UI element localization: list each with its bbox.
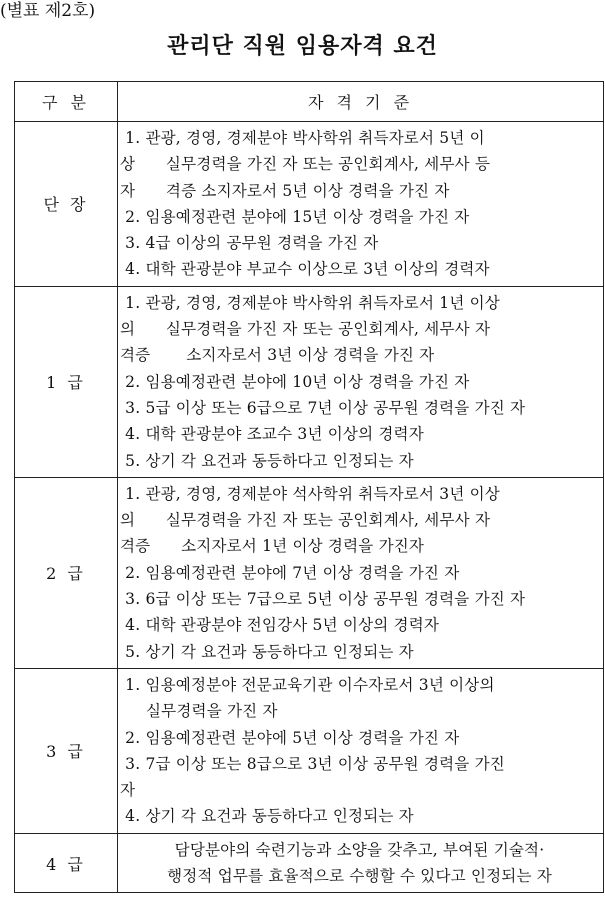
criteria-line: 담당분야의 숙련기능과 소양을 갖추고, 부여된 기술적· <box>174 840 545 859</box>
row-category: 1 급 <box>15 286 118 477</box>
criteria-line: 1. 관광, 경영, 경제분야 석사학위 취득자로서 3년 이상 <box>120 484 500 503</box>
criteria-line: 2. 임용예정관련 분야에 7년 이상 경력을 가진 자 <box>120 563 460 582</box>
criteria-line: 2. 임용예정관련 분야에 15년 이상 경력을 가진 자 <box>120 207 470 226</box>
table-row <box>15 477 604 668</box>
criteria-line: 1. 관광, 경영, 경제분야 박사학위 취득자로서 1년 이상 <box>120 293 500 312</box>
row-criteria <box>118 668 604 833</box>
criteria-line: 5. 상기 각 요건과 동등하다고 인정되는 자 <box>120 451 414 470</box>
row-criteria <box>118 833 604 893</box>
criteria-line: 격증 소지자로서 3년 이상 경력을 가진 자 <box>120 346 435 365</box>
criteria-line: 3. 5급 이상 또는 6급으로 7년 이상 공무원 경력을 가진 자 <box>120 398 526 417</box>
header-criteria: 자 격 기 준 <box>118 82 604 122</box>
criteria-line: 실무경력을 가진 자 <box>146 702 278 721</box>
criteria-line: 3. 4급 이상의 공무원 경력을 가진 자 <box>120 234 379 253</box>
criteria-line: 의 실무경력을 가진 자 또는 공인회계사, 세무사 자 <box>120 320 491 339</box>
criteria-line: 자 <box>120 781 136 800</box>
annex-label: (별표 제2호) <box>0 1 96 21</box>
criteria-line: 1. 관광, 경영, 경제분야 박사학위 취득자로서 5년 이 <box>120 129 485 147</box>
criteria-line: 행정적 업무를 효율적으로 수행할 수 있다고 인정되는 자 <box>167 867 552 886</box>
row-category: 2 급 <box>15 477 118 668</box>
criteria-line: 5. 상기 각 요건과 동등하다고 인정되는 자 <box>120 642 414 661</box>
criteria-line: 4. 대학 관광분야 조교수 3년 이상의 경력자 <box>120 425 424 444</box>
criteria-line: 2. 임용예정관련 분야에 10년 이상 경력을 가진 자 <box>120 372 470 391</box>
table-row <box>15 833 604 893</box>
row-category: 4 급 <box>15 833 118 893</box>
criteria-line: 3. 7급 이상 또는 8급으로 3년 이상 공무원 경력을 가진 <box>120 754 505 773</box>
qualification-table <box>14 81 604 893</box>
criteria-line: 3. 6급 이상 또는 7급으로 5년 이상 공무원 경력을 가진 자 <box>120 590 526 609</box>
criteria-line: 4. 상기 각 요건과 동등하다고 인정되는 자 <box>120 807 414 826</box>
row-criteria <box>118 122 604 287</box>
table-row <box>15 122 604 287</box>
table-row <box>15 286 604 477</box>
table-row <box>15 668 604 833</box>
criteria-line: 격증 소지자로서 1년 이상 경력을 가진자 <box>120 537 425 556</box>
row-category: 단 장 <box>15 122 118 287</box>
row-criteria <box>118 286 604 477</box>
criteria-line: 의 실무경력을 가진 자 또는 공인회계사, 세무사 자 <box>120 511 491 530</box>
row-criteria <box>118 477 604 668</box>
criteria-line: 2. 임용예정관련 분야에 5년 이상 경력을 가진 자 <box>120 728 460 747</box>
criteria-line: 4. 대학 관광분야 부교수 이상으로 3년 이상의 경력자 <box>120 260 490 279</box>
table-header-row <box>15 82 604 122</box>
criteria-line: 자 격증 소지자로서 5년 이상 경력을 가진 자 <box>120 181 450 200</box>
row-category: 3 급 <box>15 668 118 833</box>
criteria-line: 4. 대학 관광분야 전임강사 5년 이상의 경력자 <box>120 616 440 635</box>
criteria-line: 상 실무경력을 가진 자 또는 공인회계사, 세무사 등 <box>120 155 491 174</box>
page-title: 관리단 직원 임용자격 요건 <box>167 33 438 59</box>
header-category: 구 분 <box>15 82 118 122</box>
criteria-line: 1. 임용예정분야 전문교육기관 이수자로서 3년 이상의 <box>120 675 495 694</box>
